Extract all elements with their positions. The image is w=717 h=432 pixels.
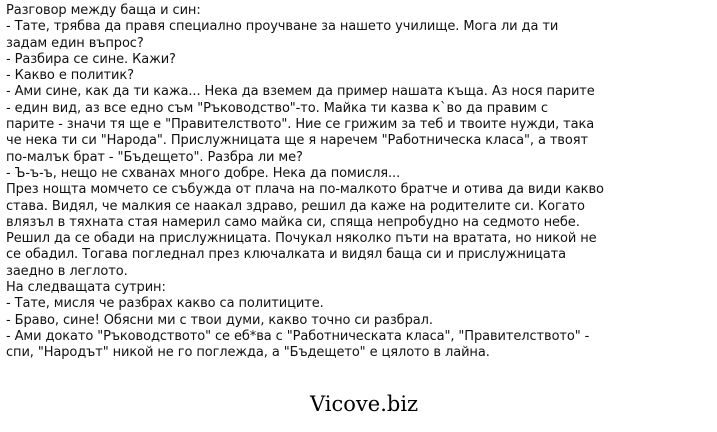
text-line: влязъл в тяхната стая намерил само майка си, спяща непробудно на седмото небе. <box>6 214 580 230</box>
text-line: Разговор между баща и син: <box>6 3 201 18</box>
text-line: става. Видял, че малкия се наакал здраво, решил да каже на родителите си. Когато <box>6 198 585 214</box>
text-line: че нека ти си "Народа". Прислужницата ще я наречем "Работническа класа", а твоят <box>6 133 588 149</box>
text-line: спи, "Народът" никой не го поглежда, а "Бъдещето" е цялото в лайна. <box>6 345 490 361</box>
text-line: се обадил. Тогава погледнал през ключалката и видял баща си и прислужницата <box>6 247 566 263</box>
text-line: заедно в леглото. <box>6 263 128 279</box>
text-line: На следващата сутрин: <box>6 280 166 296</box>
text-line: по-малък брат - "Бъдещето". Разбра ли ме? <box>6 149 303 165</box>
text-line: - Браво, сине! Обясни ми с твои думи, какво точно си разбрал. <box>6 312 433 328</box>
joke-text <box>6 3 711 362</box>
text-line: парите - значи тя ще е "Правителството". Ние се грижим за теб и твоите нужди, така <box>6 117 595 133</box>
text-line: През нощта момчето се събужда от плача на по-малкото братче и отива да види какво <box>6 182 604 198</box>
text-line: Решил да се обади на прислужницата. Почукал няколко пъти на вратата, но никой не <box>6 231 597 247</box>
text-line: задам един въпрос? <box>6 35 144 51</box>
text-line: - Тате, трябва да правя специално проучване за нашето училище. Мога ли да ти <box>6 19 559 35</box>
text-line: - Какво е политик? <box>6 68 134 84</box>
text-line: - Ъ-ъ-ъ, нещо не схванах много добре. Нека да помисля... <box>6 165 401 181</box>
text-line: - един вид, аз все едно съм "Ръководство"-то. Майка ти казва к`во да правим с <box>6 100 548 116</box>
text-line: - Тате, мисля че разбрах какво са политиците. <box>6 296 324 312</box>
text-line: - Разбира се сине. Кажи? <box>6 51 176 67</box>
site-logo: Vicove.biz <box>310 392 419 416</box>
text-line: - Ами докато "Ръководството" се еб*ва с "Работническата класа", "Правителството" - <box>6 328 590 344</box>
text-line: - Ами сине, как да ти кажа... Нека да вземем да пример нашата къща. Аз нося парите <box>6 84 595 100</box>
